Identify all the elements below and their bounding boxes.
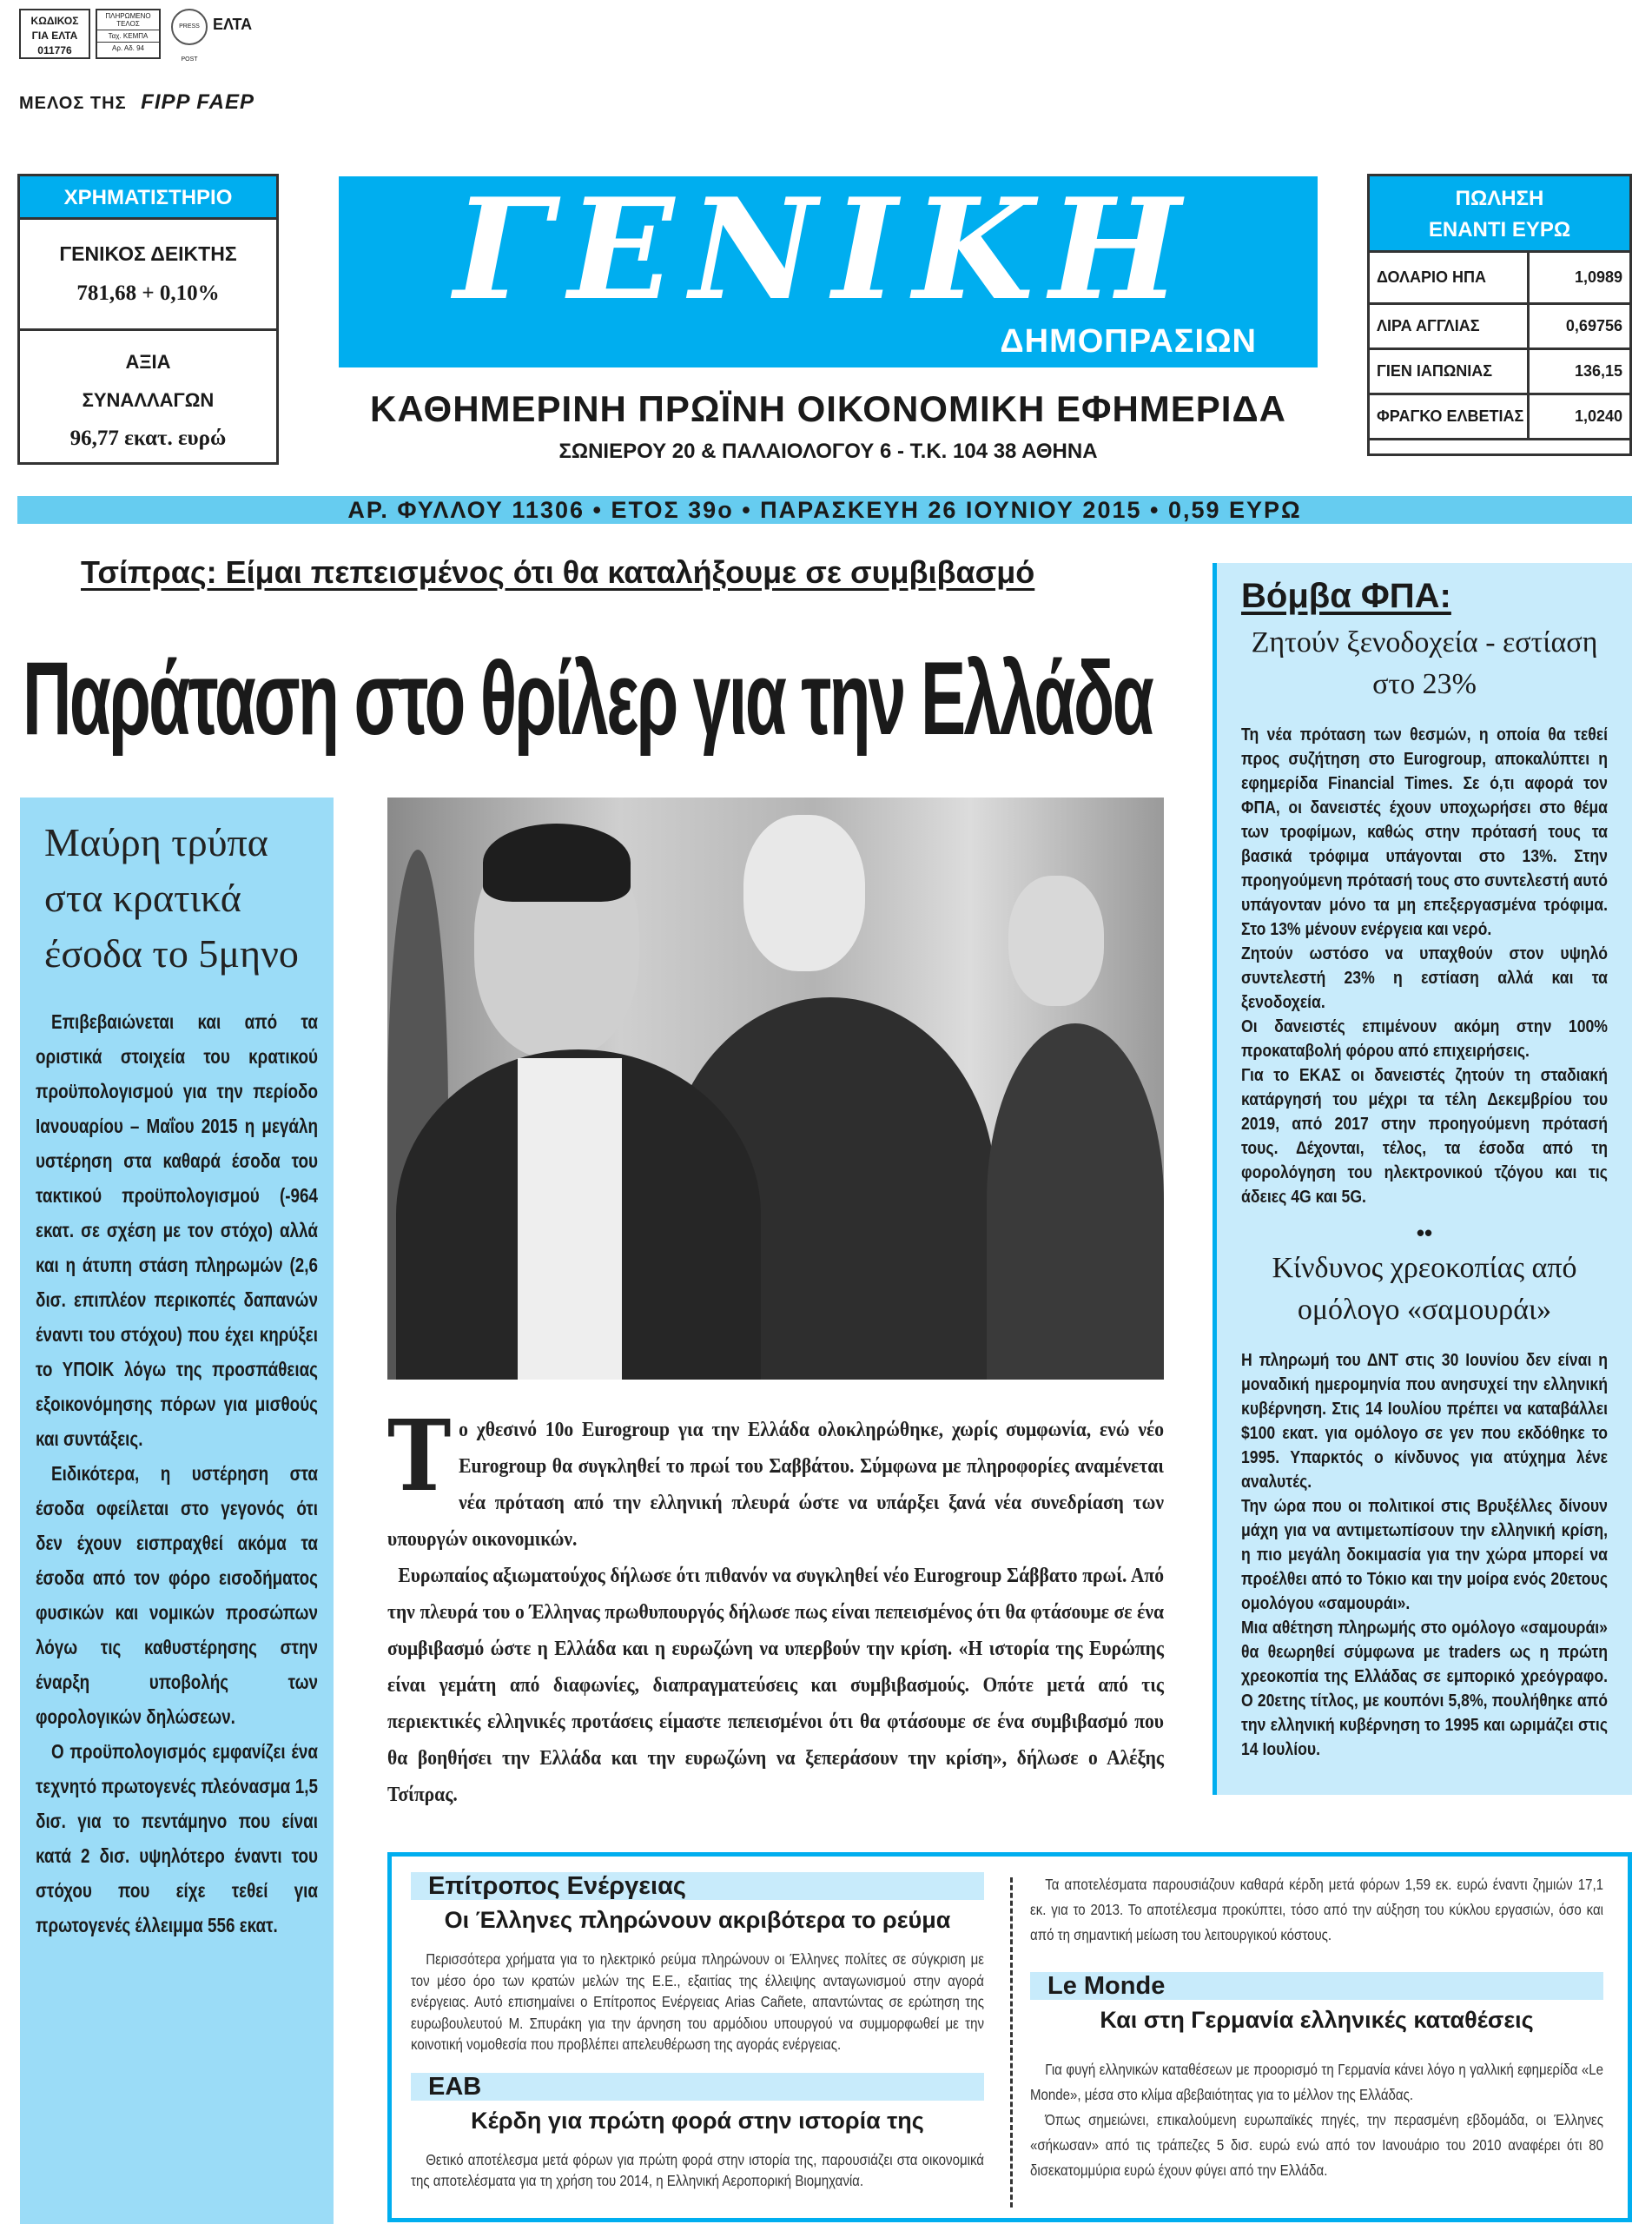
fx-rates-box: [1367, 174, 1632, 456]
right-story-headline-2: Κίνδυνος χρεοκοπίας από ομόλογο «σαμουράι»: [1272, 1252, 1577, 1326]
brief-headline: Και στη Γερμανία ελληνικές καταθέσεις: [1100, 2007, 1534, 2033]
masthead: [339, 168, 1318, 367]
right-story-paragraph: Οι δανειστές επιμένουν ακόμη στην 100% προκαταβολή φόρου από επιχειρήσεις.: [1241, 1016, 1608, 1061]
fx-row: [1370, 395, 1629, 440]
issue-info-bar: ΑΡ. ΦΥΛΛΟΥ 11306 • ΕΤΟΣ 39ο • ΠΑΡΑΣΚΕΥΗ 26 ΙΟΥΝΙΟΥ 2015 • 0,59 ΕΥΡΩ: [17, 496, 1632, 524]
volume-value: 96,77 εκατ. ευρώ: [69, 427, 227, 450]
volume-label: ΣΥΝΑΛΛΑΓΩΝ: [82, 389, 215, 411]
stock-market-box: [17, 174, 279, 465]
fx-rate: 0,69756: [1565, 317, 1622, 334]
volume-label: ΑΞΙΑ: [125, 351, 171, 373]
fx-title: ΠΩΛΗΣΗ: [1455, 187, 1544, 210]
left-story-paragraph: Ειδικότερα, η υστέρηση στα έσοδα οφείλεται στο γεγονός ότι δεν έχουν εισπραχθεί ακόμα τα έσοδα από τον φόρο εισοδήματος φυσικών και νομικών προσώπων λόγω τις καθυστέρησης στην έναρξη υποβολής των φορολογικών δηλώσεων.: [36, 1462, 318, 1728]
masthead-address: ΣΩΝΙΕΡΟΥ 20 & ΠΑΛΑΙΟΛΟΓΟΥ 6 - Τ.Κ. 104 38 ΑΘΗΝΑ: [558, 440, 1098, 463]
paid-postage-stamp: [96, 9, 161, 59]
right-story-paragraph: Η πληρωμή του ΔΝΤ στις 30 Ιουνίου δεν είναι η μοναδική ημερομηνία που ανησυχεί την ελληνική κυβέρνηση. Στις 14 Ιουλίου πρέπει να καταβάλλει $100 εκατ. για ομόλογο σε γεν που εκδόθηκε το 1995. Υπαρκτός ο κίνδυνος για ατύχημα λένε αναλυτές.: [1241, 1350, 1608, 1492]
brief-text: Θετικό αποτέλεσμα μετά φόρων για πρώτη φορά στην ιστορία της, παρουσιάζει στα οικονομικά της αποτελέσματα για τη χρήση του 2014, η Ελληνική Αεροπορική Βιομηχανία.: [411, 2150, 984, 2189]
elta-logo: ΕΛΤΑ: [213, 16, 253, 33]
briefs-left-column: [411, 1872, 984, 2202]
brief-label: Le Monde: [1030, 1972, 1603, 2000]
brief-label: ΕΑΒ: [411, 2073, 984, 2101]
brief-text: Περισσότερα χρήματα για το ηλεκτρικό ρεύμα πληρώνουν οι Έλληνες πολίτες σε σύγκριση με τον μέσο όρο των κρατών μελών της Ε.Ε., εξαιτίας της έλλειψης ανταγωνισμού στην αγορά ενέργειας. Αυτό επισημαίνει ο Επίτροπος Ενέργειας Arias Cañete, απαντώντας σε ερώτηση της ευρωβουλευτού Μ. Σπυράκη για την άρνηση του αρμόδιου υπουργού να συμμορφωθεί με την κοινοτική νομοθεσία που προβλέπει απελευθέρωση της αγοράς ενέργειας.: [411, 1950, 984, 2053]
index-value: 781,68 + 0,10%: [76, 281, 220, 305]
masthead-subtitle: ΔΗΜΟΠΡΑΣΙΩΝ: [1000, 323, 1257, 360]
fx-rate: 136,15: [1574, 362, 1622, 380]
lead-article: [387, 1400, 1164, 1829]
masthead-title: ΓΕΝΙΚΗ: [453, 168, 1197, 331]
brief-headline: Οι Έλληνες πληρώνουν ακριβότερα το ρεύμα: [444, 1907, 951, 1933]
fx-row: [1370, 305, 1629, 350]
fx-title: ΕΝΑΝΤΙ ΕΥΡΩ: [1428, 218, 1571, 242]
right-story-paragraph: Την ώρα που οι πολιτικοί στις Βρυξέλλες δίνουν μάχη για να αντιμετωπίσουν την ελληνική κρίση, η πιο μεγάλη δοκιμασία για την χώρα μπορεί να προέλθει από το Τόκιο και την μοίρα ενός 20ετους ομολόγου «σαμουράι».: [1241, 1496, 1608, 1613]
masthead-tagline: ΚΑΘΗΜΕΡΙΝΗ ΠΡΩΪΝΗ ΟΙΚΟΝΟΜΙΚΗ ΕΦΗΜΕΡΙΔΑ: [370, 388, 1286, 429]
membership-line: [19, 90, 254, 115]
column-divider: [1010, 1877, 1013, 2207]
fx-rate: 1,0989: [1574, 268, 1622, 286]
brief-headline: Κέρδη για πρώτη φορά στην ιστορία της: [471, 2107, 924, 2134]
stamp-line: 011776: [37, 44, 72, 56]
left-story-paragraph: Ο προϋπολογισμός εμφανίζει ένα τεχνητό πρωτογενές πλεόνασμα 1,5 δισ. για το πεντάμηνο που είναι κατά 2 δισ. υψηλότερο έναντι του στόχου που είχε τεθεί για πρωτογενές έλλειμμα 556 εκατ.: [36, 1740, 318, 1936]
fx-currency: ΛΙΡΑ ΑΓΓΛΙΑΣ: [1377, 317, 1480, 334]
fx-row: [1370, 253, 1629, 305]
separator-dots: ••: [1416, 1220, 1433, 1246]
lead-kicker: Τσίπρας: Είμαι πεπεισμένος ότι θα καταλήξουμε σε συμβιβασμό: [81, 554, 1035, 590]
fx-currency: ΦΡΑΓΚΟ ΕΛΒΕΤΙΑΣ: [1377, 407, 1524, 425]
left-story: [20, 798, 334, 2224]
stock-box-title: ΧΡΗΜΑΤΙΣΤΗΡΙΟ: [20, 176, 276, 220]
drop-cap: Τ: [387, 1400, 452, 1513]
membership-label: ΜΕΛΟΣ ΤΗΣ: [19, 94, 127, 113]
fx-row: [1370, 350, 1629, 395]
lead-headline: Παράταση στο θρίλερ για την Ελλάδα: [23, 640, 1153, 757]
right-story: [1213, 563, 1632, 1795]
fx-currency: ΔΟΛΑΡΙΟ ΗΠΑ: [1377, 268, 1486, 286]
news-briefs-box: [387, 1852, 1632, 2222]
postal-code-stamp: [19, 9, 90, 59]
fx-currency: ΓΙΕΝ ΙΑΠΩΝΙΑΣ: [1377, 362, 1493, 380]
stamp-line: ΠΛΗΡΩΜΕΝΟ ΤΕΛΟΣ: [97, 10, 159, 30]
brief-label: Επίτροπος Ενέργειας: [411, 1872, 984, 1900]
brief-text: Όπως σημειώνει, επικαλούμενη ευρωπαϊκές πηγές, την περασμένη εβδομάδα, οι Έλληνες «σήκωσαν» από τις τράπεζες 5 δισ. ευρώ ενώ από τον Ιανουάριο του 2010 αναφέρει ότι 80 δισεκατομμύρια ευρώ έχουν φύγει από την Ελλάδα.: [1030, 2111, 1603, 2179]
right-story-paragraph: Για το ΕΚΑΣ οι δανειστές ζητούν τη σταδιακή κατάργησή του μέχρι τα τέλη Δεκεμβρίου του 2019, από 2017 στην προηγούμενη πρότασή τους. Δέχονται, τέλος, τα έσοδα από τη φορολόγηση του ηλεκτρονικού τζόγου και τις άδειες 4G και 5G.: [1241, 1065, 1608, 1207]
stamp-line: Ταχ. ΚΕΜΠΑ: [97, 30, 159, 43]
stamp-line: ΚΩΔΙΚΟΣ: [30, 15, 79, 27]
brief-text: Για φυγή ελληνικών καταθέσεων με προορισμό τη Γερμανία κάνει λόγο η γαλλική εφημερίδα «Le Monde», μέσα στο κλίμα αβεβαιότητας για το μέλλον της Ελλάδας.: [1030, 2061, 1603, 2103]
right-story-kicker: Βόμβα ΦΠΑ:: [1241, 577, 1451, 615]
brief-text: Τα αποτελέσματα παρουσιάζουν καθαρά κέρδη μετά φόρων 1,59 εκ. ευρώ έναντι ζημιών 17,1 εκ. για το 2013. Το αποτέλεσμα προκύπτει, τόσο από την αύξηση του κύκλου εργασιών, όσο και από τη σημαντική μείωση του λειτουργικού κόστους.: [1030, 1876, 1603, 1943]
index-label: ΓΕΝΙΚΟΣ ΔΕΙΚΤΗΣ: [59, 242, 237, 265]
press-post-seal: PRESS POST: [171, 9, 208, 45]
stamp-line: Αρ. Αδ. 94: [111, 44, 145, 52]
right-story-paragraph: Μια αθέτηση πληρωμής στο ομόλογο «σαμουράι» θα θεωρηθεί σύμφωνα με traders ως η πρώτη χρεοκοπία της Ελλάδας σε εμπορικό χρεόγραφο. Ο 20ετης τίτλος, με κουπόνι 5,8%, πουλήθηκε από την ελληνική κυβέρνηση το 1995 και ωριμάζει στις 14 Ιουλίου.: [1241, 1618, 1608, 1759]
lead-paragraph: ο χθεσινό 10ο Eurogroup για την Ελλάδα ολοκληρώθηκε, χωρίς συμφωνία, ενώ νέο Eurogroup θα συγκληθεί το πρωί του Σαββάτου. Σύμφωνα με πληροφορίες αναμένεται νέα πρόταση από την ελληνική πλευρά ώστε να υπάρξει ξανά νέα συνεδρίαση των υπουργών οικονομικών.: [387, 1418, 1164, 1551]
fx-rate: 1,0240: [1574, 407, 1622, 425]
stamp-line: ΓΙΑ ΕΛΤΑ: [31, 30, 78, 42]
right-story-paragraph: Τη νέα πρόταση των θεσμών, η οποία θα τεθεί προς συζήτηση στο Eurogroup, αποκαλύπτει η εφημερίδα Financial Times. Σε ό,τι αφορά τον ΦΠΑ, οι δανειστές έχουν υποχωρήσει στο θέμα των τροφίμων, καθώς στην πρότασή τους τα βασικά τρόφιμα υπάγονται στο 13%. Στην προηγούμενη πρότασή τους στο συντελεστή αυτό υπάγονταν μόνο τα μη επεξεργασμένα τρόφιμα. Στο 13% μένουν ενέργεια και νερό.: [1241, 725, 1608, 939]
left-story-paragraph: Επιβεβαιώνεται και από τα οριστικά στοιχεία του κρατικού προϋπολογισμού για την περίοδο Ιανουαρίου – Μαΐου 2015 η μεγάλη υστέρηση στα καθαρά έσοδα του τακτικού προϋπολογισμού (-964 εκατ. σε σχέση με τον στόχο) αλλά και η άτυπη στάση πληρωμών (2,6 δισ. επιπλέον περικοπές δαπανών έναντι του στόχου) που έχει κηρύξει το ΥΠΟΙΚ λόγω της προσπάθειας εξοικονόμησης πόρων για μισθούς και συντάξεις.: [36, 1010, 318, 1450]
right-story-paragraph: Ζητούν ωστόσο να υπαχθούν στον υψηλό συντελεστή 23% η εστίαση αλλά και τα ξενοδοχεία.: [1241, 943, 1608, 1012]
membership-logos: FIPP FAEP: [141, 90, 254, 114]
left-story-headline: Μαύρη τρύπα στα κρατικά έσοδα το 5μηνο: [44, 820, 299, 976]
right-story-headline: Ζητούν ξενοδοχεία - εστίαση στο 23%: [1251, 626, 1598, 700]
lead-paragraph: Ευρωπαίος αξιωματούχος δήλωσε ότι πιθανόν να συγκληθεί νέο Eurogroup Σάββατο πρωί. Από την πλευρά του ο Έλληνας πρωθυπουργός δήλωσε πως είναι πεπεισμένος ότι θα φτάσουμε σε ένα συμβιβασμό ώστε η Ελλάδα και η ευρωζώνη να υπερβούν την κρίση. «Η ιστορία της Ευρώπης είναι γεμάτη από διαφωνίες, διαπραγματεύσεις και συμβιβασμούς. Οπότε μετά από τις περιεκτικές ελληνικές προτάσεις είμαστε πεπεισμένοι ότι θα φτάσουμε σε ένα συμβιβασμό που θα βοηθήσει την Ελλάδα και την ευρωζώνη να ξεπεράσουν την κρίση», δήλωσε ο Αλέξης Τσίπρας.: [387, 1564, 1164, 1806]
lead-photo: [387, 798, 1164, 1380]
briefs-right-column: [1030, 1872, 1603, 2202]
